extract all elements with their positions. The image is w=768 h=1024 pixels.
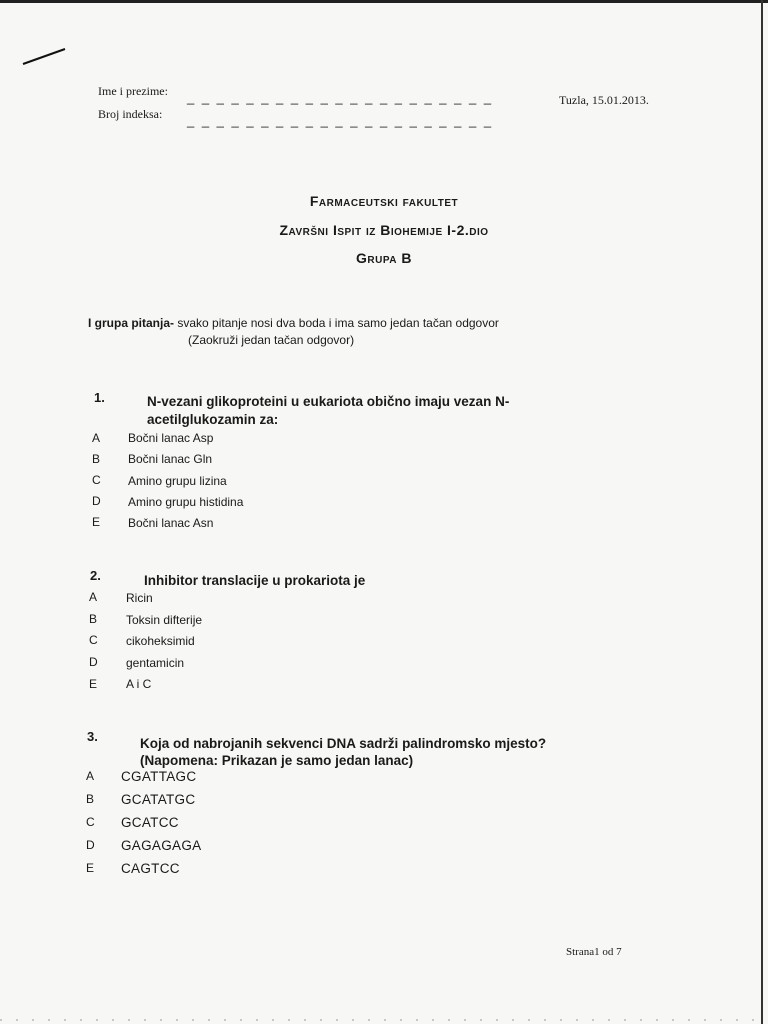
question-2-text: Inhibitor translacije u prokariota je <box>144 573 366 588</box>
q3-option-letter: A <box>86 769 95 783</box>
pen-stroke-mark <box>23 49 65 64</box>
faculty-heading: Farmaceutski fakultet <box>309 193 459 209</box>
q3-option-text[interactable]: GAGAGAGA <box>121 838 202 853</box>
q2-option-letter: D <box>89 655 98 669</box>
q2-option-text[interactable]: gentamicin <box>126 656 185 670</box>
question-1-text: N-vezani glikoproteini u eukariota obično imaju vezan N-acetilglukozamin za: <box>147 394 510 427</box>
index-blank: _ _ _ _ _ _ _ _ _ _ _ _ _ _ _ _ _ _ _ _ _ <box>187 113 494 128</box>
question-3-number: 3. <box>87 729 98 744</box>
q2-option-letter: A <box>89 590 98 604</box>
group-intro-note: (Zaokruži jedan tačan odgovor) <box>188 333 355 347</box>
q3-option-letter: E <box>86 861 95 875</box>
name-blank: _ _ _ _ _ _ _ _ _ _ _ _ _ _ _ _ _ _ _ _ _ <box>187 90 494 105</box>
q1-option-letter: B <box>92 452 101 466</box>
q1-option-letter: D <box>92 494 101 508</box>
q2-option-text[interactable]: cikoheksimid <box>126 634 195 648</box>
q3-option-letter: D <box>86 838 95 852</box>
q1-option-text[interactable]: Amino grupu lizina <box>128 474 227 488</box>
place-date: Tuzla, 15.01.2013. <box>559 93 649 107</box>
q2-option-text[interactable]: Toksin difterije <box>126 613 203 627</box>
q1-option-letter: C <box>92 473 101 487</box>
q2-option-text[interactable]: A i C <box>126 677 152 691</box>
q3-option-text[interactable]: GCATATGC <box>121 792 196 807</box>
question-3-text: Koja od nabrojanih sekvenci DNA sadrži palindromsko mjesto? <box>140 736 547 751</box>
q2-option-text[interactable]: Ricin <box>126 591 153 605</box>
question-1-number: 1. <box>94 390 105 405</box>
q1-option-letter: A <box>92 431 101 445</box>
q1-option-letter: E <box>92 515 101 529</box>
q3-option-letter: C <box>86 815 95 829</box>
q1-option-text[interactable]: Bočni lanac Asp <box>128 431 214 445</box>
name-label: Ime i prezime: <box>98 84 168 98</box>
q3-option-letter: B <box>86 792 95 806</box>
exam-heading: Završni Ispit iz Biohemije I-2.dio <box>279 222 489 238</box>
index-label: Broj indeksa: <box>98 107 163 121</box>
q1-option-text[interactable]: Bočni lanac Asn <box>128 516 214 530</box>
group-intro-line <box>88 316 499 330</box>
group-intro-text: svako pitanje nosi dva boda i ima samo jedan tačan odgovor <box>177 316 499 330</box>
group-heading: Grupa B <box>356 250 412 266</box>
q3-option-text[interactable]: CAGTCC <box>121 861 180 876</box>
question-2-number: 2. <box>90 568 101 583</box>
q1-option-text[interactable]: Bočni lanac Gln <box>128 452 213 466</box>
q2-option-letter: E <box>89 677 98 691</box>
question-3-note: (Napomena: Prikazan je samo jedan lanac) <box>140 753 414 768</box>
q3-option-text[interactable]: GCATCC <box>121 815 179 830</box>
q3-option-text[interactable]: CGATTAGC <box>121 769 197 784</box>
q1-option-text[interactable]: Amino grupu histidina <box>128 495 244 509</box>
q2-option-letter: C <box>89 633 98 647</box>
q2-option-letter: B <box>89 612 98 626</box>
page-number: Strana1 od 7 <box>566 946 622 958</box>
group-intro-label: I grupa pitanja- <box>88 316 175 330</box>
